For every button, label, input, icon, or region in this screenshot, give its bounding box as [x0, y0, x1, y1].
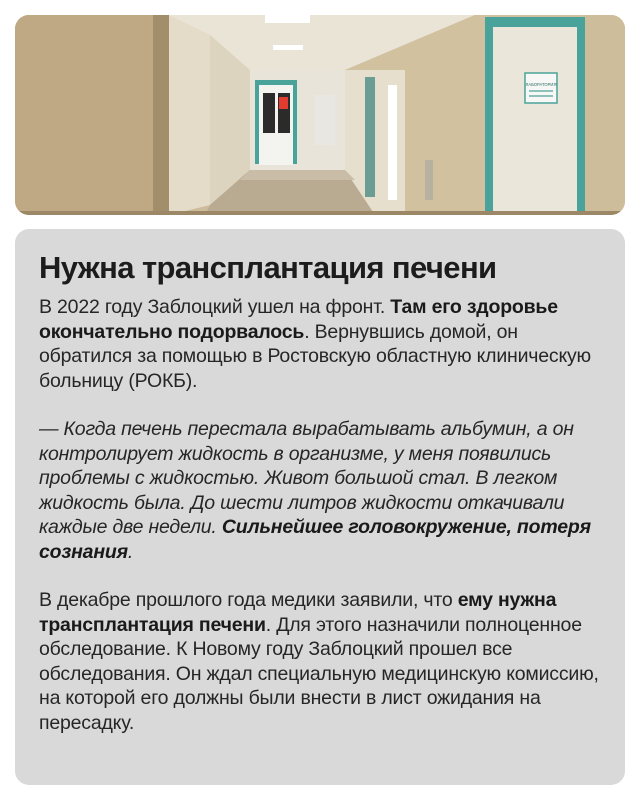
paragraph-3-text-b: . Для этого назначили полноценное обследование. К Новому году Заблоцкий прошел все обследования. Он ждал специальную медицинскую комиссию, на которой его должны были внести в лист ожидания на пересадку. [39, 613, 599, 734]
hospital-corridor-photo [15, 15, 625, 215]
paragraph-1-text-a: В 2022 году Заблоцкий ушел на фронт. [39, 296, 391, 318]
quote-bold: Сильнейшее головокружение, потеря сознания [39, 516, 591, 563]
door-sign-text: ЛАБОРАТОРИЯ [525, 82, 557, 87]
paragraph-1 [39, 295, 603, 393]
article-card [15, 229, 625, 785]
paragraph-3 [39, 588, 603, 735]
paragraph-1-text-b: . Вернувшись домой, он обратился за помощью в Ростовскую областную клиническую больницу (РОКБ). [39, 320, 591, 392]
quote-text-b: . [127, 540, 134, 563]
article-headline: Нужна трансплантация печени [39, 250, 497, 285]
paragraph-3-text-a: В декабре прошлого года медики заявили, что [39, 589, 458, 611]
quote-text-a: — Когда печень перестала вырабатывать альбумин, а он контролирует жидкость в организме, у меня появились проблемы с жидкостью. Живот большой стал. В легком жидкость была. До шести литров жидкости откачивали каждые две недели. [39, 418, 574, 538]
paragraph-1-bold: Там его здоровье окончательно подорвалось [39, 296, 558, 343]
quote-paragraph [39, 417, 603, 564]
paragraph-3-bold: ему нужна трансплантация печени [39, 589, 557, 636]
